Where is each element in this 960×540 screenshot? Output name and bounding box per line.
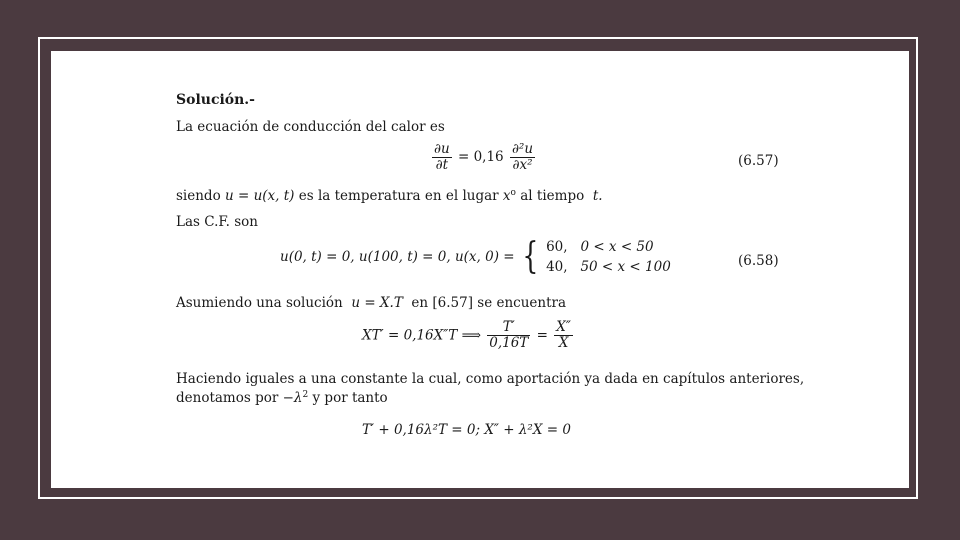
fraction-numerator: T′ — [502, 319, 515, 335]
fraction-numerator: ∂u — [434, 141, 450, 157]
text-line-5: Haciendo iguales a una constante la cual, como aportación ya dada en capítulos anteriores, — [176, 371, 805, 387]
text-segment: denotamos por — [176, 390, 279, 406]
text-line-1: La ecuación de conducción del calor es — [176, 119, 445, 135]
fraction-denominator: X — [554, 335, 573, 351]
text-segment: y por tanto — [312, 390, 388, 406]
fraction-t-prime — [487, 320, 530, 351]
text-line-2 — [176, 188, 603, 204]
equation-number-6-57: (6.57) — [738, 153, 779, 169]
case-row-1 — [546, 237, 671, 257]
text-line-3: Las C.F. son — [176, 214, 258, 230]
superscript: 2 — [302, 390, 309, 400]
inline-math-lambda: −λ — [282, 390, 303, 406]
equation-number-6-58: (6.58) — [738, 253, 779, 269]
inline-math-t: t. — [592, 188, 603, 204]
text-segment: es la temperatura en el lugar — [298, 188, 499, 204]
fraction-du-dt — [432, 142, 452, 173]
inline-math-x: x — [502, 188, 511, 204]
case-row-2 — [546, 257, 671, 277]
text-line-4 — [176, 295, 566, 311]
degree-mark: o — [510, 188, 516, 198]
equation-separation — [362, 320, 575, 351]
equals-sign: = — [536, 327, 548, 344]
inline-math-u: u = u(x, t) — [225, 188, 295, 204]
text-segment: en [6.57] se encuentra — [411, 295, 567, 311]
case-value: 60, — [546, 239, 568, 255]
case-value: 40, — [546, 259, 568, 275]
text-segment: al tiempo — [520, 188, 585, 204]
equation-6-58 — [280, 237, 671, 277]
inline-math-separation: u = X.T — [351, 295, 403, 311]
equation-6-57 — [430, 142, 537, 173]
left-brace: { — [522, 236, 539, 277]
fraction-denominator: ∂t — [432, 157, 452, 173]
piecewise-cases — [546, 237, 671, 277]
fraction-denominator: 0,16T — [489, 335, 529, 351]
fraction-denominator: ∂x² — [510, 157, 535, 173]
fraction-numerator: X″ — [556, 319, 571, 335]
fraction-d2u-dx2 — [510, 142, 535, 173]
equation-equals-coefficient: = 0,16 — [457, 149, 504, 165]
fraction-numerator: ∂²u — [511, 141, 534, 157]
fraction-x-double-prime — [554, 320, 573, 351]
section-heading: Solución.- — [176, 92, 255, 108]
equation-lhs: XT′ = 0,16X″T ⟹ — [362, 327, 481, 344]
case-condition: 0 < x < 50 — [580, 239, 654, 255]
boundary-conditions: u(0, t) = 0, u(100, t) = 0, u(x, 0) = — [280, 249, 515, 265]
text-segment: Asumiendo una solución — [176, 295, 343, 311]
text-line-6 — [176, 390, 388, 406]
case-condition: 50 < x < 100 — [580, 259, 671, 275]
equation-ode-system: T′ + 0,16λ²T = 0; X″ + λ²X = 0 — [362, 422, 571, 438]
text-segment: siendo — [176, 188, 221, 204]
